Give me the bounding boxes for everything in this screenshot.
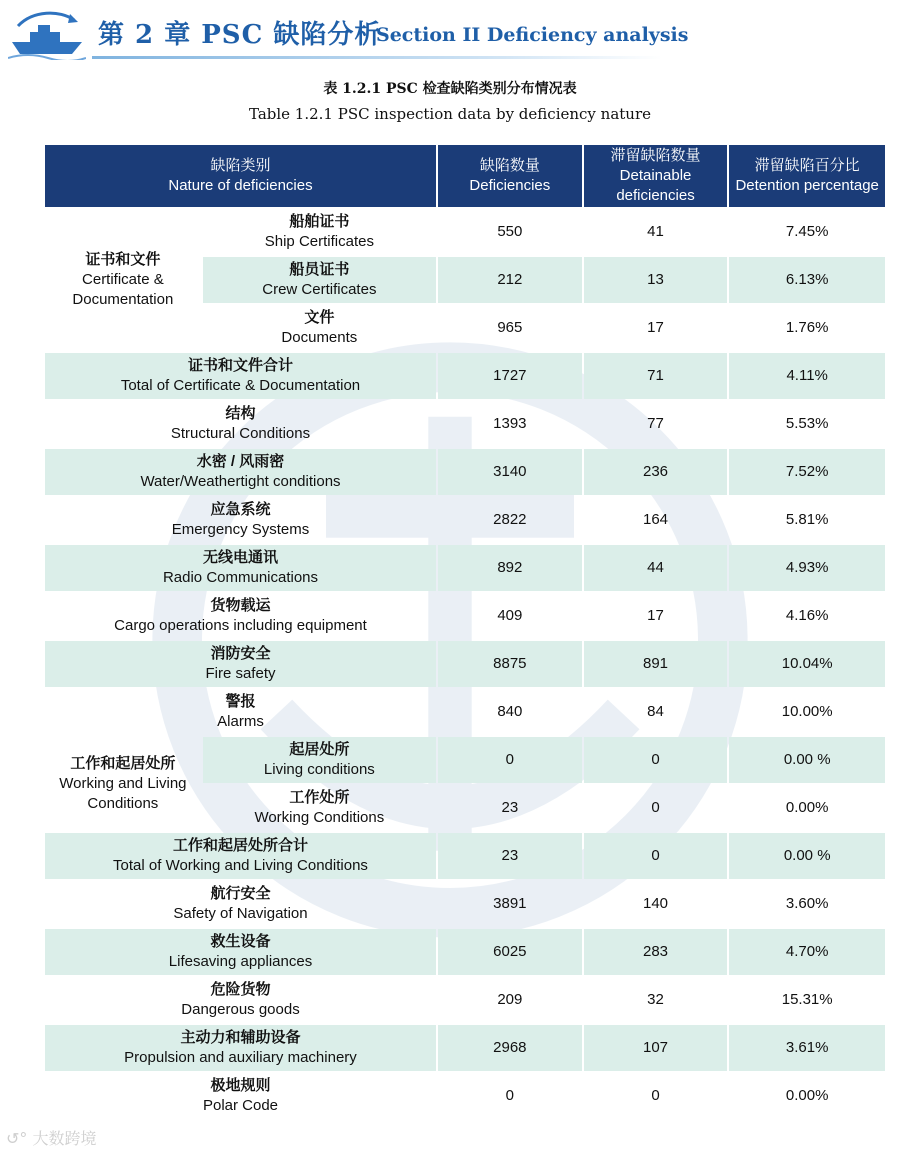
detainable-cell: 0 [584,833,728,879]
row-label: 水密 / 风雨密 Water/Weathertight conditions [45,449,436,495]
table-row [45,449,885,495]
row-label: 应急系统 Emergency Systems [171,501,310,538]
deficiencies-cell: 1393 [493,415,527,432]
deficiencies-cell: 965 [497,319,523,336]
row-label: 无线电通讯 Radio Communications [45,545,436,591]
deficiencies-cell: 2968 [438,1025,582,1071]
row-label: 警报 Alarms [217,693,264,730]
ship-logo-icon [8,8,86,60]
header-deficiencies: 缺陷数量 Deficiencies [438,145,582,207]
row-label: 救生设备 Lifesaving appliances [45,929,436,975]
deficiency-table [43,143,887,1121]
percentage-cell: 7.52% [729,449,885,495]
detainable-cell: 283 [584,929,728,975]
percentage-cell: 6.13% [729,257,885,303]
detainable-cell: 0 [651,1087,660,1104]
table-row [45,353,885,399]
row-label: 危险货物 Dangerous goods [181,981,300,1018]
row-label: 船舶证书 Ship Certificates [264,213,374,250]
detainable-cell: 0 [651,799,660,816]
detainable-cell: 84 [647,703,664,720]
table-caption-en: Table 1.2.1 PSC inspection data by deficiency nature [248,105,652,123]
detainable-cell: 71 [584,353,728,399]
table-row [45,881,885,927]
table-row [45,641,885,687]
deficiencies-cell: 840 [497,703,523,720]
header-detention-percentage: 滞留缺陷百分比 Detention percentage [729,145,885,207]
deficiencies-cell: 8875 [438,641,582,687]
detainable-cell: 17 [647,607,664,624]
header-detainable: 滞留缺陷数量 Detainable deficiencies [584,145,728,207]
table-row [45,401,885,447]
deficiencies-cell: 1727 [438,353,582,399]
table-row [45,593,885,639]
percentage-cell: 4.16% [785,607,829,624]
percentage-cell: 5.81% [785,511,829,528]
table-row [45,1073,885,1119]
deficiencies-cell: 892 [438,545,582,591]
deficiencies-cell: 3140 [438,449,582,495]
row-label: 航行安全 Safety of Navigation [173,885,308,922]
percentage-cell: 0.00 % [729,737,885,783]
percentage-cell: 10.04% [729,641,885,687]
percentage-cell: 4.11% [729,353,885,399]
deficiencies-cell: 23 [501,799,519,816]
deficiencies-cell: 2822 [493,511,527,528]
percentage-cell: 5.53% [785,415,829,432]
watermark-logo-icon: ↺° [6,1129,28,1148]
row-label: 起居处所 Living conditions [203,737,436,783]
header-nature: 缺陷类别 Nature of deficiencies [45,145,436,207]
deficiencies-cell: 409 [497,607,523,624]
chapter-title: 第 2 章 PSC 缺陷分析 [98,20,382,50]
row-label: 结构 Structural Conditions [170,405,311,442]
detainable-cell: 164 [643,511,669,528]
percentage-cell: 10.00% [781,703,833,720]
detainable-cell: 44 [584,545,728,591]
percentage-cell: 0.00% [785,1087,829,1104]
table-row [45,929,885,975]
percentage-cell: 4.70% [729,929,885,975]
watermark-text: 大数跨境 [32,1129,97,1148]
table-header-row [45,145,885,207]
table-row [45,689,885,735]
group-certificate-documentation: 证书和文件 Certificate & Documentation [72,251,174,308]
percentage-cell: 3.61% [729,1025,885,1071]
row-label: 工作和起居处所合计 Total of Working and Living Conditions [45,833,436,879]
detainable-cell: 0 [584,737,728,783]
detainable-cell: 13 [584,257,728,303]
row-label: 证书和文件合计 Total of Certificate & Documentation [45,353,436,399]
deficiencies-cell: 209 [497,991,523,1008]
footer-watermark [6,1126,97,1149]
deficiencies-cell: 0 [505,1087,514,1104]
row-label: 货物载运 Cargo operations including equipment [114,597,367,634]
detainable-cell: 891 [584,641,728,687]
percentage-cell: 15.31% [781,991,833,1008]
deficiencies-cell: 550 [497,223,523,240]
row-label: 工作处所 Working Conditions [254,789,385,826]
table-row [45,209,885,255]
table-row [45,545,885,591]
deficiencies-cell: 212 [438,257,582,303]
detainable-cell: 140 [643,895,669,912]
detainable-cell: 17 [647,319,664,336]
deficiencies-cell: 23 [438,833,582,879]
row-label: 文件 Documents [281,309,358,346]
percentage-cell: 7.45% [785,223,829,240]
header-underline [92,56,662,59]
group-working-living: 工作和起居处所 Working and Living Conditions [59,755,187,812]
row-label: 消防安全 Fire safety [45,641,436,687]
row-label: 船员证书 Crew Certificates [203,257,436,303]
percentage-cell: 4.93% [729,545,885,591]
table-row [45,737,885,783]
table-row [45,833,885,879]
detainable-cell: 41 [647,223,664,240]
section-title: Section II Deficiency analysis [376,24,689,46]
table-caption-cn: 表 1.2.1 PSC 检查缺陷类别分布情况表 [323,81,577,97]
table-row [45,497,885,543]
percentage-cell: 1.76% [785,319,829,336]
percentage-cell: 3.60% [785,895,829,912]
detainable-cell: 236 [584,449,728,495]
detainable-cell: 77 [647,415,664,432]
percentage-cell: 0.00 % [729,833,885,879]
row-label: 主动力和辅助设备 Propulsion and auxiliary machinery [45,1025,436,1071]
deficiencies-cell: 3891 [493,895,527,912]
table-row [45,1025,885,1071]
percentage-cell: 0.00% [785,799,829,816]
table-row [45,977,885,1023]
page-header [0,0,900,70]
deficiencies-cell: 0 [438,737,582,783]
detainable-cell: 32 [647,991,664,1008]
detainable-cell: 107 [584,1025,728,1071]
deficiencies-cell: 6025 [438,929,582,975]
row-label: 极地规则 Polar Code [202,1077,279,1114]
